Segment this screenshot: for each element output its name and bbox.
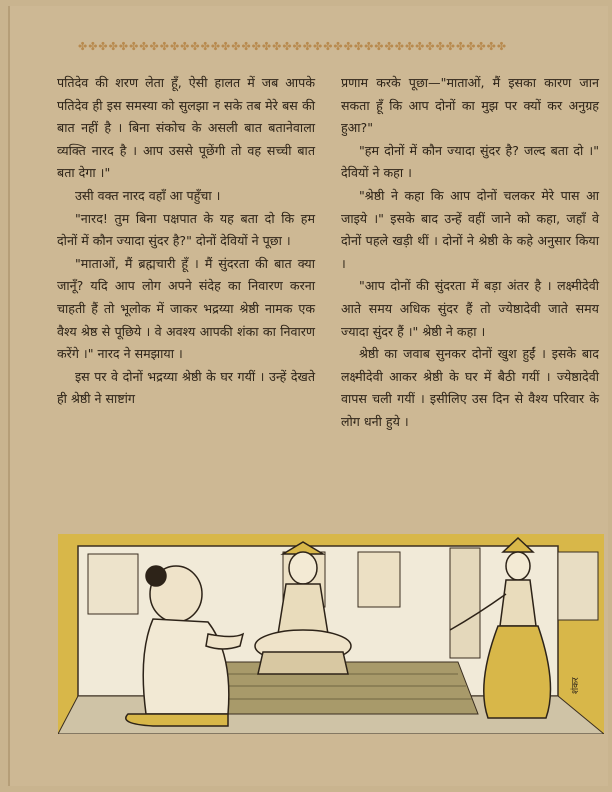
artist-signature: शंकर [571,677,581,694]
paragraph: "हम दोनों में कौन ज्यादा सुंदर है? जल्द बता दो ।" देवियों ने कहा । [341,142,599,181]
paragraph: प्रणाम करके पूछा—"माताओं, मैं इसका कारण जान सकता हूँ कि आप दोनों का मुझ पर क्यों कर अनुग्रह हुआ?" [341,75,599,136]
paragraph: श्रेष्ठी का जवाब सुनकर दोनों खुश हुईं । इसके बाद लक्ष्मीदेवी आकर श्रेष्ठी के घर में बैठी गयीं । ज्येष्ठादेवी वापस चली गयीं । इसीलिए उस दिन से वैश्य परिवार के लोग धनी हुये । [341,346,599,429]
decorative-border: ✤✤✤✤✤✤✤✤✤✤✤✤✤✤✤✤✤✤✤✤✤✤✤✤✤✤✤✤✤✤✤✤✤✤✤✤✤✤✤✤✤✤ [78,40,508,53]
right-column [341,72,599,434]
paragraph: "नारद! तुम बिना पक्षपात के यह बता दो कि हम दोनों में कौन ज्यादा सुंदर है?" दोनों देवियों ने पूछा । [57,210,315,249]
story-illustration [58,534,604,734]
paragraph: "श्रेष्ठी ने कहा कि आप दोनों चलकर मेरे पास आ जाइये ।" इसके बाद उन्हें वहीं जाने को कहा, जहाँ वे दोनों पहले खड़ी थीं । दोनों ने श्रेष्ठी के कहे अनुसार किया । [341,187,599,271]
paragraph: उसी वक्त नारद वहाँ आ पहुँचा । [75,187,221,203]
paragraph: पतिदेव की शरण लेता हूँ, ऐसी हालत में जब आपके पतिदेव ही इस समस्या को सुलझा न सके तब मेरे बस की बात नहीं है । बिना संकोच के असली बात बतानेवाला व्यक्ति नारद है । आप उससे पूछेंगी तो वह सच्ची बात बता देगा ।" [57,75,315,181]
paragraph: इस पर वे दोनों भद्रय्या श्रेष्ठी के घर गयीं । उन्हें देखते ही श्रेष्ठी ने साष्टांग [57,368,315,407]
left-column [57,72,315,411]
paragraph: "आप दोनों की सुंदरता में बड़ा अंतर है । लक्ष्मीदेवी आते समय अधिक सुंदर हैं तो ज्येष्ठादेवी जाते समय ज्यादा सुंदर हैं ।" श्रेष्ठी ने कहा । [341,278,599,339]
paragraph: "माताओं, मैं ब्रह्मचारी हूँ । मैं सुंदरता की बात क्या जानूँ? यदि आप लोग अपने संदेह का निवारण करना चाहती हैं तो भूलोक में जाकर भद्रय्या श्रेष्ठी नामक एक वैश्य श्रेष्ठ से पूछिये । वे अवश्य आपकी शंका का निवारण करेंगे ।" नारद ने समझाया । [57,255,315,362]
